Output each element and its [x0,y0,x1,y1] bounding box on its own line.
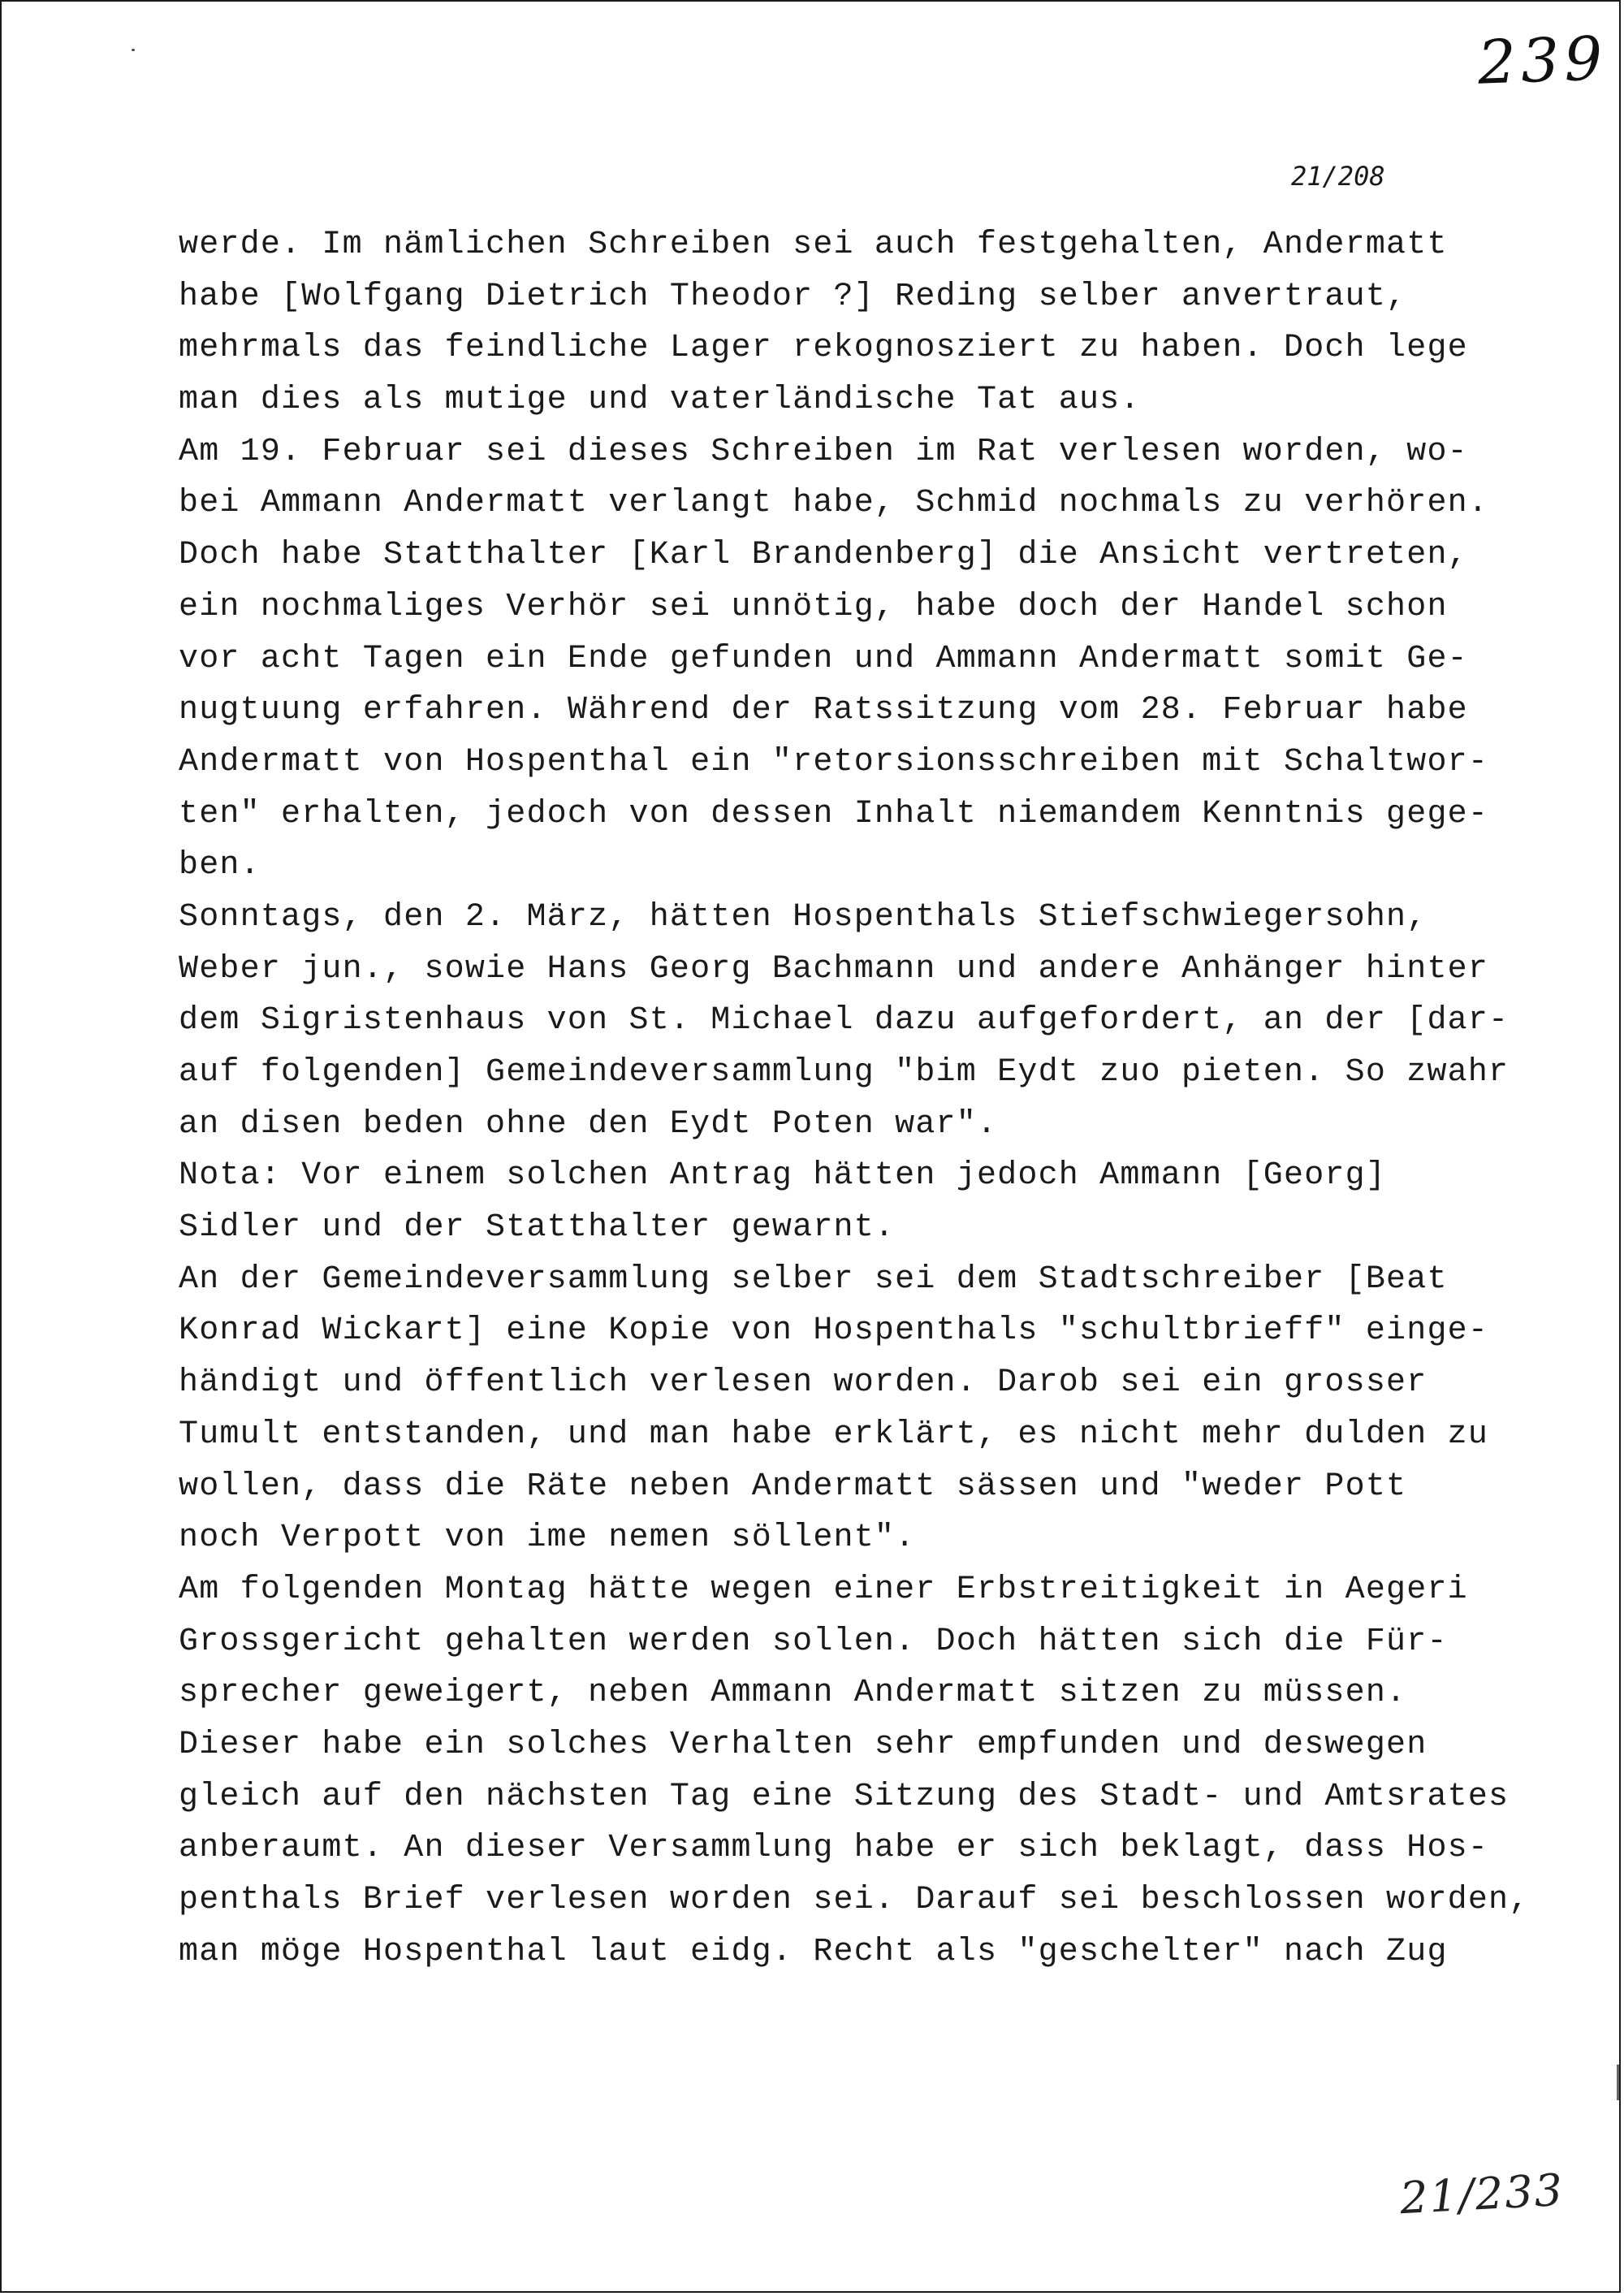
text-line: auf folgenden] Gemeindeversammlung "bim Eydt zuo pieten. So zwahr [179,1054,1510,1091]
text-line: sprecher geweigert, neben Ammann Andermatt sitzen zu müssen. [179,1675,1407,1712]
text-line: Am folgenden Montag hätte wegen einer Erbstreitigkeit in Aegeri [179,1571,1468,1608]
text-line: ein nochmaliges Verhör sei unnötig, habe doch der Handel schon [179,588,1448,625]
text-line: habe [Wolfgang Dietrich Theodor ?] Reding selber anvertraut, [179,278,1407,315]
stray-mark [132,49,135,51]
text-line: Grossgericht gehalten werden sollen. Doch hätten sich die Für- [179,1623,1448,1660]
text-line: Sidler und der Statthalter gewarnt. [179,1209,896,1247]
text-line: Tumult entstanden, und man habe erklärt, es nicht mehr dulden zu [179,1416,1489,1453]
text-line: vor acht Tagen ein Ende gefunden und Ammann Andermatt somit Ge- [179,640,1468,677]
text-line: werde. Im nämlichen Schreiben sei auch festgehalten, Andermatt [179,227,1448,263]
text-line: Nota: Vor einem solchen Antrag hätten jedoch Ammann [Georg] [179,1157,1387,1195]
text-line: Am 19. Februar sei dieses Schreiben im Rat verlesen worden, wo- [179,433,1468,470]
text-line: Konrad Wickart] eine Kopie von Hospenthals "schultbrieff" einge- [179,1312,1489,1350]
text-line: penthals Brief verlesen worden sei. Darauf sei beschlossen worden, [179,1882,1530,1918]
text-line: anberaumt. An dieser Versammlung habe er sich beklagt, dass Hos- [179,1830,1489,1867]
text-line: Weber jun., sowie Hans Georg Bachmann und andere Anhänger hinter [179,950,1489,988]
text-line: ben. [179,847,261,884]
text-line: man möge Hospenthal laut eidg. Recht als "geschelter" nach Zug [179,1933,1448,1970]
text-line: An der Gemeindeversammlung selber sei dem Stadtschreiber [Beat [179,1260,1448,1298]
text-line: mehrmals das feindliche Lager rekognosziert zu haben. Doch lege [179,330,1468,367]
handwritten-folio-number: 21/233 [1398,2164,1566,2225]
text-line: nugtuung erfahren. Während der Ratssitzung vom 28. Februar habe [179,692,1468,729]
text-line: man dies als mutige und vaterländische Tat aus. [179,382,1141,419]
text-line: wollen, dass die Räte neben Andermatt sässen und "weder Pott [179,1468,1407,1505]
text-line: noch Verpott von ime nemen söllent". [179,1520,916,1557]
text-line: Doch habe Statthalter [Karl Brandenberg] die Ansicht vertreten, [179,537,1468,574]
text-line: Sonntags, den 2. März, hätten Hospenthals Stiefschwiegersohn, [179,898,1427,936]
page-reference-number: 21/208 [1291,161,1385,192]
edge-mark [1617,2065,1619,2100]
text-line: bei Ammann Andermatt verlangt habe, Schmid nochmals zu verhören. [179,485,1489,522]
text-line: dem Sigristenhaus von St. Michael dazu aufgefordert, an der [dar- [179,1002,1510,1040]
handwritten-archive-number: 239 [1476,24,1609,98]
text-line: Andermatt von Hospenthal ein "retorsionsschreiben mit Schaltwor- [179,743,1489,780]
text-line: ten" erhalten, jedoch von dessen Inhalt niemandem Kenntnis gege- [179,795,1489,832]
body-text [179,219,1530,1978]
text-line: händigt und öffentlich verlesen worden. Darob sei ein grosser [179,1364,1427,1402]
text-line: Dieser habe ein solches Verhalten sehr empfunden und deswegen [179,1726,1427,1763]
text-line: an disen beden ohne den Eydt Poten war". [179,1105,998,1143]
text-line: gleich auf den nächsten Tag eine Sitzung des Stadt- und Amtsrates [179,1778,1510,1815]
